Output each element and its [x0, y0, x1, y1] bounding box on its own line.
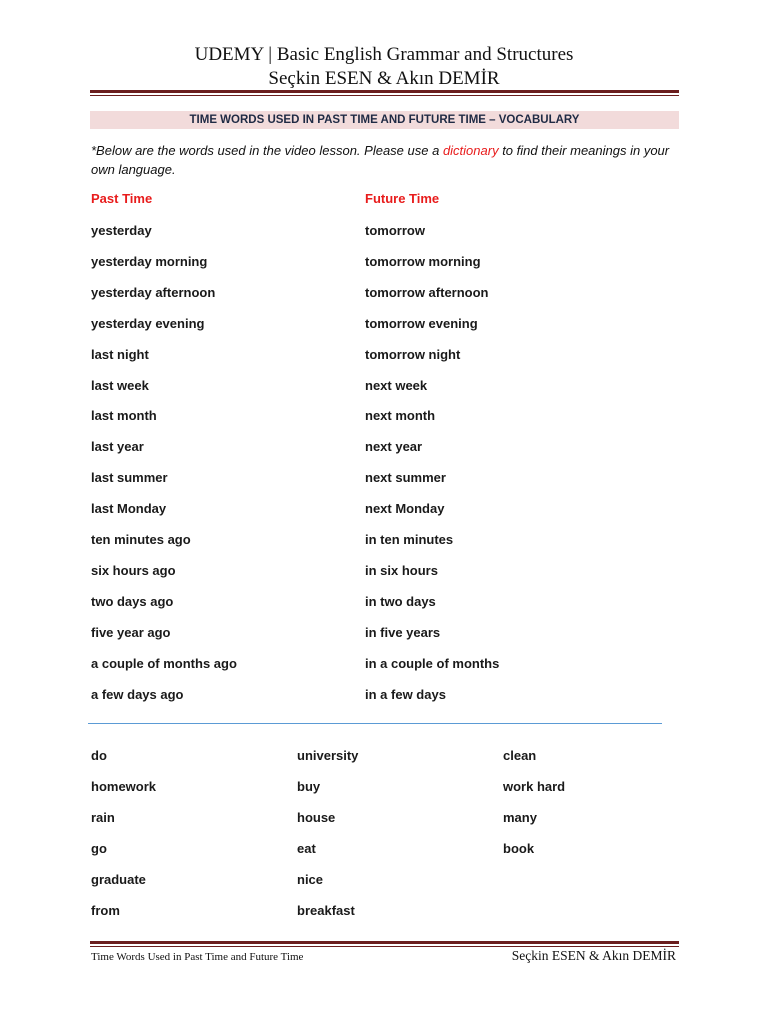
document-title: UDEMY | Basic English Grammar and Structures [194, 44, 574, 65]
vocabulary-word: graduate [91, 871, 146, 887]
future-time-word: tomorrow night [365, 346, 461, 362]
vocabulary-word: book [503, 840, 535, 856]
past-time-word: yesterday afternoon [91, 284, 216, 300]
future-time-word: in six hours [365, 562, 438, 578]
future-time-heading: Future Time [365, 191, 440, 206]
vocabulary-word: eat [297, 840, 316, 856]
past-time-word: two days ago [91, 593, 174, 609]
vocabulary-word: from [91, 902, 120, 918]
vocabulary-word: rain [91, 809, 115, 825]
past-time-word: last summer [91, 470, 168, 486]
vocabulary-word: homework [91, 778, 157, 794]
past-time-word: yesterday morning [91, 253, 208, 269]
intro-text-after: to find their meanings in your own language. [91, 143, 670, 177]
future-time-word: tomorrow [365, 223, 425, 238]
section-banner: TIME WORDS USED IN PAST TIME AND FUTURE TIME – VOCABULARY [90, 111, 679, 129]
footer-authors: Seçkin ESEN & Akın DEMİR [511, 948, 676, 963]
vocabulary-word: nice [297, 871, 324, 887]
footer-rule-thin [90, 946, 679, 947]
future-time-word: in five years [365, 624, 441, 640]
vocabulary-word: go [91, 840, 107, 856]
vocabulary-word: do [91, 748, 107, 763]
intro-paragraph [91, 141, 681, 179]
future-time-word: tomorrow afternoon [365, 284, 489, 300]
future-time-word: in a couple of months [365, 655, 500, 671]
past-time-heading: Past Time [91, 191, 153, 206]
past-time-word: a few days ago [91, 686, 184, 702]
footer-doc-title: Time Words Used in Past Time and Future Time [91, 951, 304, 963]
future-time-word: next week [365, 377, 428, 393]
future-time-word: in ten minutes [365, 532, 454, 547]
past-time-word: last night [91, 346, 149, 362]
intro-text-before: *Below are the words used in the video lesson. Please use a [91, 143, 443, 158]
vocabulary-word: house [297, 809, 336, 825]
past-time-word: ten minutes ago [91, 532, 191, 547]
document-authors: Seçkin ESEN & Akın DEMİR [268, 68, 500, 89]
vocabulary-word: buy [297, 778, 321, 794]
future-time-word: tomorrow evening [365, 315, 478, 331]
future-time-word: next summer [365, 470, 446, 486]
past-time-word: last Monday [91, 501, 167, 517]
future-time-word: in two days [365, 593, 436, 609]
header-rule-thin [90, 95, 679, 96]
vocabulary-word: clean [503, 748, 537, 763]
section-divider [88, 723, 662, 724]
future-time-word: next Monday [365, 501, 445, 517]
future-time-word: in a few days [365, 686, 446, 702]
future-time-word: next month [365, 408, 436, 424]
past-time-word: five year ago [91, 624, 171, 640]
vocabulary-word: breakfast [297, 902, 355, 918]
vocabulary-word: work hard [503, 778, 566, 794]
past-time-word: last year [91, 439, 144, 455]
vocabulary-word: many [503, 809, 537, 825]
header-rule-thick [90, 90, 679, 93]
past-time-word: last week [91, 377, 149, 393]
past-time-word: six hours ago [91, 562, 176, 578]
future-time-word: tomorrow morning [365, 253, 481, 269]
dictionary-link[interactable]: dictionary [442, 143, 499, 158]
past-time-word: yesterday evening [91, 315, 205, 331]
past-time-word: last month [91, 408, 157, 424]
footer-rule-thick [90, 941, 679, 944]
vocabulary-word: university [297, 748, 359, 763]
future-time-word: next year [365, 439, 423, 455]
past-time-word: yesterday [91, 223, 152, 238]
past-time-word: a couple of months ago [91, 655, 237, 671]
